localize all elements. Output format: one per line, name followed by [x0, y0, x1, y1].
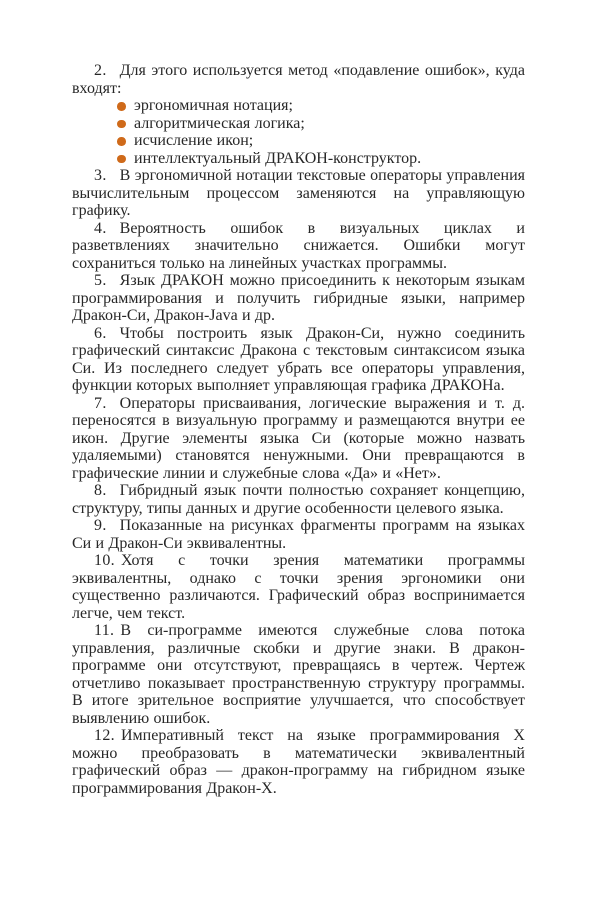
paragraph-number: 4.: [94, 219, 107, 237]
paragraph-text: Показанные на рисунках фрагменты программ на языках Си и Дракон-Си эквивалентны.: [72, 517, 525, 552]
number-text-gap: [107, 232, 120, 233]
paragraph-number: 11.: [94, 622, 115, 639]
bullet-dot-icon: [117, 137, 126, 146]
numbered-paragraph: [72, 167, 525, 220]
number-text-gap: [107, 179, 120, 180]
paragraph-number: 7.: [94, 394, 107, 412]
paragraph-number: 9.: [94, 517, 107, 534]
page-text-block: [72, 62, 525, 797]
paragraph-text: В си-программе имеются служебные слова потока управления, различные скобки и другие знаки. В дракон-программе они отсутствуют, превращаясь в чертеж. Чертеж отчетливо показывает пространственную структуру программы. В итоге зрительное восприятие улучшается, что способствует выявлению ошибок.: [72, 622, 525, 727]
number-text-gap: [107, 529, 120, 530]
paragraph-number: 10.: [94, 552, 115, 569]
bullet-dot-icon: [117, 155, 126, 164]
bullet-dot-icon: [117, 102, 126, 111]
number-text-gap: [107, 407, 120, 408]
paragraph-text: Вероятность ошибок в визуальных циклах и разветвлениях значительно снижается. Ошибки могут сохраниться только на линейных участках программы.: [72, 219, 525, 272]
paragraph-text: Чтобы построить язык Дракон-Си, нужно соединить графический синтаксис Дракона с текстовым синтаксисом языка Си. Из последнего следует убрать все операторы управления, функции которых выполняет управляющая графика ДРАКОНа.: [72, 324, 525, 394]
paragraph-text: Гибридный язык почти полностью сохраняет концепцию, структуру, типы данных и другие особенности целевого языка.: [72, 482, 525, 517]
number-text-gap: [107, 284, 120, 285]
paragraph-number: 3.: [94, 167, 107, 184]
numbered-paragraph: [72, 552, 525, 622]
paragraph-number: 6.: [94, 324, 107, 342]
paragraph-number: 8.: [94, 482, 107, 499]
bullet-list-item: [72, 115, 525, 133]
paragraph-text: Язык ДРАКОН можно присоединить к некоторым языкам программирования и получить гибридные языки, например Дракон-Си, Дракон-Java и др.: [72, 272, 525, 324]
numbered-paragraph: [72, 325, 525, 395]
bullet-item-text: исчисление икон;: [134, 132, 254, 149]
paragraph-number: 2.: [94, 62, 107, 79]
bullet-dot-icon: [117, 120, 126, 129]
paragraph-text: Хотя с точки зрения математики программы эквивалентны, однако с точки зрения эргономики они существенно различаются. Графический образ воспринимается легче, чем текст.: [72, 552, 525, 622]
numbered-paragraph: [72, 727, 525, 797]
bullet-item-text: эргономичная нотация;: [134, 97, 293, 114]
bullet-list-item: [72, 97, 525, 115]
paragraph-text: Императивный текст на языке программирования X можно преобразовать в математически эквивалентный графический образ — дракон-программу на гибридном языке программирования Дракон-X.: [72, 727, 525, 797]
numbered-paragraph: [72, 517, 525, 552]
number-text-gap: [107, 494, 120, 495]
numbered-paragraph: [72, 62, 525, 97]
bullet-item-text: алгоритмическая логика;: [134, 114, 305, 132]
numbered-paragraph: [72, 272, 525, 325]
numbered-paragraph: [72, 622, 525, 727]
paragraph-text: Для этого используется метод «подавление ошибок», куда входят:: [72, 62, 525, 97]
number-text-gap: [107, 74, 120, 75]
paragraph-text: Операторы присваивания, логические выражения и т. д. переносятся в визуальную программу и размещаются внутри ее икон. Другие элементы языка Си (которые можно назвать удаляемыми) становятся ненужными. Они превращаются в графические линии и служебные слова «Да» и «Нет».: [72, 394, 525, 482]
number-text-gap: [107, 337, 120, 338]
bullet-item-text: интеллектуальный ДРАКОН-конструктор.: [134, 149, 422, 167]
bullet-list-item: [72, 132, 525, 150]
numbered-paragraph: [72, 220, 525, 273]
bullet-list-item: [72, 150, 525, 168]
numbered-paragraph: [72, 395, 525, 483]
paragraph-number: 12.: [94, 727, 115, 744]
paragraph-number: 5.: [94, 272, 107, 289]
numbered-paragraph: [72, 482, 525, 517]
paragraph-text: В эргономичной нотации текстовые операторы управления вычислительным процессом заменяются на управляющую графику.: [72, 167, 525, 219]
